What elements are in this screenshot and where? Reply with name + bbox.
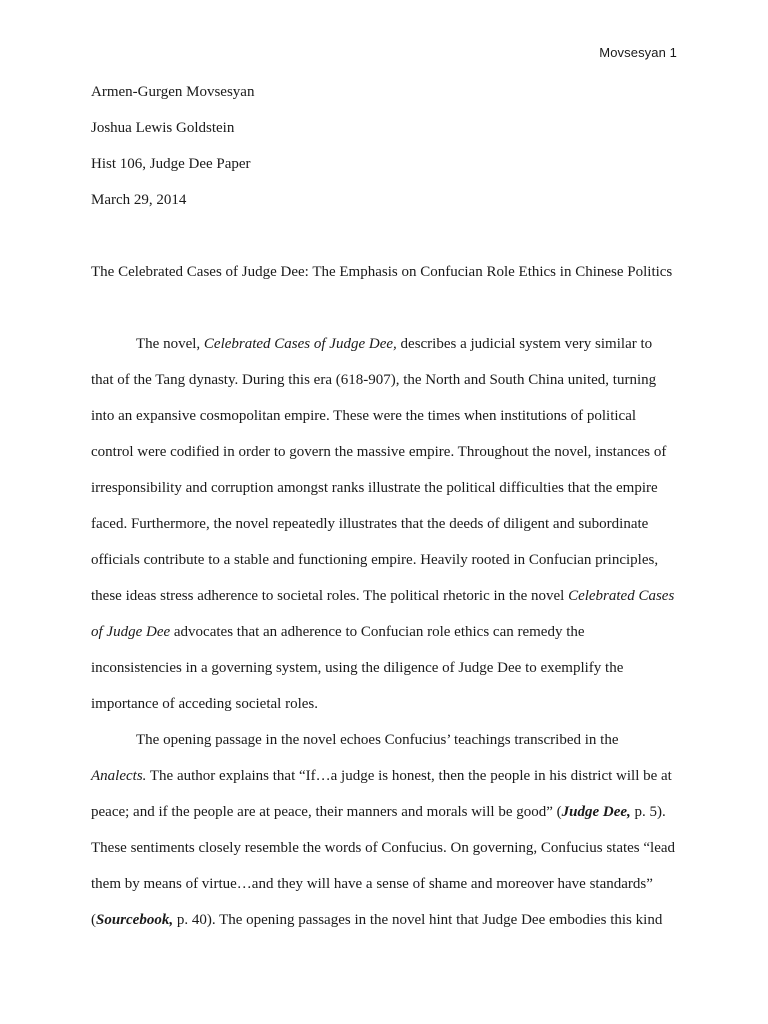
- text-run: The author explains that “If…a judge is honest, then the people in his district will be at: [146, 768, 672, 784]
- paragraph-line: that of the Tang dynasty. During this era (618-907), the North and South China united, turning: [91, 372, 657, 388]
- text-run: peace; and if the people are at peace, their manners and morals will be good” (: [91, 804, 562, 820]
- book-title: of Judge Dee: [91, 624, 171, 640]
- author-name: Armen-Gurgen Movsesyan: [91, 84, 255, 100]
- book-title: Celebrated Cases of Judge Dee,: [203, 336, 397, 352]
- book-title: Celebrated Cases: [568, 588, 675, 604]
- paragraph-line: These sentiments closely resemble the words of Confucius. On governing, Confucius states “lead: [91, 840, 676, 856]
- paragraph-line: irresponsibility and corruption amongst ranks illustrate the political difficulties that the empire: [91, 480, 658, 496]
- paragraph-line: [91, 620, 686, 656]
- paragraph-line: importance of acceding societal roles.: [91, 696, 318, 712]
- running-head: Movsesyan 1: [599, 45, 677, 60]
- paragraph-line: control were codified in order to govern the massive empire. Throughout the novel, instances of: [91, 444, 667, 460]
- paragraph-line: The opening passage in the novel echoes Confucius’ teachings transcribed in the: [136, 732, 619, 748]
- text-run: p. 5).: [630, 804, 666, 820]
- paragraph-line: faced. Furthermore, the novel repeatedly illustrates that the deeds of diligent and subordinate: [91, 516, 649, 532]
- paragraph-line: into an expansive cosmopolitan empire. These were the times when institutions of political: [91, 408, 637, 424]
- text-run: p. 40). The opening passages in the novel hint that Judge Dee embodies this kind: [173, 912, 663, 928]
- paragraph-line: [91, 332, 686, 368]
- book-title: Analects.: [91, 768, 147, 784]
- paragraph-line: [91, 908, 686, 944]
- text-run: advocates that an adherence to Confucian role ethics can remedy the: [170, 624, 585, 640]
- paragraph-1: [91, 332, 686, 728]
- text-run: (: [91, 912, 96, 928]
- paragraph-line: inconsistencies in a governing system, using the diligence of Judge Dee to exemplify the: [91, 660, 624, 676]
- course-name: Hist 106, Judge Dee Paper: [91, 156, 251, 172]
- paragraph-line: [91, 764, 686, 800]
- text-run: describes a judicial system very similar to: [396, 336, 653, 352]
- text-run: The novel,: [136, 336, 204, 352]
- instructor-name: Joshua Lewis Goldstein: [91, 120, 235, 136]
- document-body: [91, 80, 686, 944]
- paragraph-line: them by means of virtue…and they will have a sense of shame and moreover have standards”: [91, 876, 653, 892]
- paper-title: The Celebrated Cases of Judge Dee: The Emphasis on Confucian Role Ethics in Chinese Politics: [91, 264, 673, 280]
- paragraph-line: officials contribute to a stable and functioning empire. Heavily rooted in Confucian principles,: [91, 552, 659, 568]
- citation-title: Sourcebook,: [96, 912, 174, 928]
- citation-title: Judge Dee,: [561, 804, 631, 820]
- paper-date: March 29, 2014: [91, 192, 187, 208]
- paragraph-line: [91, 584, 686, 620]
- paragraph-2: [91, 728, 686, 944]
- text-run: these ideas stress adherence to societal roles. The political rhetoric in the novel: [91, 588, 569, 604]
- paragraph-line: [91, 800, 686, 836]
